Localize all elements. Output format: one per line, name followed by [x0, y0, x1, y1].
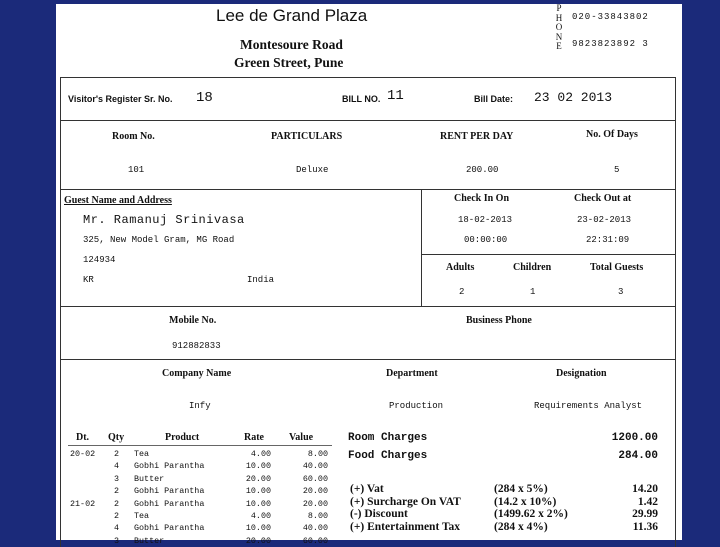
item-rate-cell: 4.00: [250, 511, 271, 521]
tax-calculation: (14.2 x 10%): [494, 495, 557, 508]
item-rate-cell: 10.00: [245, 461, 271, 472]
item-rate-cell: 10.00: [245, 486, 271, 497]
tax-calculation: (284 x 5%): [494, 483, 548, 495]
rent-per-day-header: RENT PER DAY: [440, 131, 514, 142]
item-value-cell: 40.00: [302, 461, 328, 472]
tax-label: (+) Entertainment Tax: [350, 520, 461, 533]
items-date-header: Dt.: [76, 432, 90, 443]
divider: [60, 306, 676, 307]
items-rate-header: Rate: [244, 432, 264, 443]
bill-date-label: Bill Date:: [474, 94, 514, 104]
children-value: 1: [530, 287, 536, 297]
mobile-header: Mobile No.: [169, 315, 217, 326]
check-out-date: 23-02-2013: [577, 215, 632, 225]
item-value-cell: 20.00: [302, 486, 328, 497]
item-qty-cell: 4: [114, 523, 120, 534]
item-value-cell: 60.00: [302, 535, 328, 546]
summary-charge-value: 284.00: [618, 450, 658, 462]
item-value-cell: 8.00: [307, 511, 328, 521]
item-qty-cell: 2: [114, 498, 120, 509]
item-product-cell: Gobhi Parantha: [134, 486, 205, 497]
divider: [421, 189, 422, 306]
tax-value: 14.20: [632, 483, 658, 495]
divider: [68, 445, 332, 446]
check-in-header: Check In On: [454, 193, 510, 204]
tax-calculation: (284 x 4%): [494, 520, 548, 533]
divider: [60, 359, 676, 360]
particulars-header: PARTICULARS: [271, 131, 343, 142]
tax-label: (+) Vat: [350, 483, 384, 495]
company-header: Company Name: [162, 368, 232, 379]
item-product-cell: Gobhi Parantha: [134, 461, 205, 472]
item-product-cell: Butter: [134, 473, 165, 484]
item-value-cell: 40.00: [302, 523, 328, 534]
room-no-header: Room No.: [112, 131, 155, 142]
particulars-value: Deluxe: [296, 165, 329, 175]
room-no-value: 101: [128, 165, 145, 175]
divider: [60, 120, 676, 121]
guest-label: Guest Name and Address: [64, 195, 172, 206]
bill-date-value: 23 02 2013: [534, 90, 613, 105]
total-guests-header: Total Guests: [590, 262, 644, 273]
guest-country: India: [247, 275, 275, 285]
guest-name: Mr. Ramanuj Srinivasa: [83, 213, 245, 227]
divider: [675, 77, 676, 547]
adults-header: Adults: [446, 262, 475, 273]
divider: [60, 189, 676, 190]
phone-letter: N: [555, 31, 563, 42]
phone-number-1: 020-33843802: [572, 12, 649, 22]
phone-letter: E: [556, 41, 562, 51]
mobile-value: 912882833: [172, 341, 221, 351]
hotel-address-line2: Green Street, Pune: [234, 55, 344, 70]
phone-letter: H: [555, 12, 563, 23]
item-value-cell: 60.00: [302, 473, 328, 484]
bill-no-value: 11: [387, 88, 404, 104]
business-phone-header: Business Phone: [466, 315, 532, 326]
item-dt-cell: 20-02: [70, 449, 96, 459]
check-in-time: 00:00:00: [464, 235, 508, 245]
company-value: Infy: [189, 401, 211, 411]
department-header: Department: [386, 368, 438, 379]
item-rate-cell: 4.00: [250, 449, 271, 459]
divider: [60, 77, 676, 78]
item-product-cell: Butter: [134, 535, 165, 546]
no-of-days-value: 5: [614, 165, 620, 175]
summary-charge-label: Food Charges: [348, 450, 428, 462]
phone-letter: O: [555, 22, 563, 32]
tax-value: 1.42: [637, 495, 658, 508]
item-qty-cell: 2: [114, 449, 120, 459]
summary-charge-label: Room Charges: [348, 432, 428, 444]
hotel-name: Lee de Grand Plaza: [216, 6, 368, 25]
guest-address-1: 325, New Model Gram, MG Road: [83, 235, 235, 245]
tax-value: 29.99: [632, 508, 658, 521]
guest-address-2: 124934: [83, 255, 116, 265]
designation-header: Designation: [556, 368, 607, 379]
rent-per-day-value: 200.00: [466, 165, 499, 175]
item-rate-cell: 10.00: [245, 498, 271, 509]
tax-value: 11.36: [632, 520, 658, 533]
visitor-register-label: Visitor's Register Sr. No.: [68, 94, 173, 104]
designation-value: Requirements Analyst: [534, 401, 643, 411]
item-value-cell: 20.00: [302, 498, 328, 509]
item-rate-cell: 20.00: [245, 473, 271, 484]
item-qty-cell: 2: [114, 486, 120, 497]
tax-label: (-) Discount: [350, 508, 408, 521]
item-qty-cell: 3: [114, 535, 120, 546]
phone-letter: P: [556, 3, 562, 13]
hotel-bill-document: [56, 3, 682, 546]
divider: [60, 77, 61, 547]
item-dt-cell: 21-02: [70, 498, 96, 509]
item-rate-cell: 20.00: [245, 535, 271, 546]
item-value-cell: 8.00: [307, 449, 328, 459]
item-product-cell: Tea: [134, 511, 150, 521]
tax-label: (+) Surcharge On VAT: [350, 495, 461, 508]
visitor-register-value: 18: [196, 90, 213, 106]
item-product-cell: Gobhi Parantha: [134, 523, 205, 534]
check-out-header: Check Out at: [574, 193, 632, 204]
total-guests-value: 3: [618, 287, 624, 297]
items-product-header: Product: [165, 432, 200, 443]
hotel-address-line1: Montesoure Road: [240, 37, 343, 52]
items-qty-header: Qty: [108, 432, 125, 443]
guest-address-3: KR: [83, 275, 94, 285]
phone-vertical-label: [555, 4, 563, 52]
bill-no-label: BILL NO.: [342, 94, 381, 104]
item-rate-cell: 10.00: [245, 523, 271, 534]
summary-charge-value: 1200.00: [611, 432, 658, 444]
check-out-time: 22:31:09: [586, 235, 630, 245]
no-of-days-header: No. Of Days: [586, 129, 638, 140]
phone-number-2: 9823823892 3: [572, 39, 649, 49]
item-qty-cell: 2: [114, 511, 120, 521]
item-qty-cell: 3: [114, 473, 120, 484]
divider: [421, 254, 676, 255]
adults-value: 2: [459, 287, 465, 297]
item-product-cell: Tea: [134, 449, 150, 459]
children-header: Children: [513, 262, 552, 273]
department-value: Production: [389, 401, 444, 411]
item-product-cell: Gobhi Parantha: [134, 498, 205, 509]
check-in-date: 18-02-2013: [458, 215, 513, 225]
item-qty-cell: 4: [114, 461, 120, 472]
items-value-header: Value: [289, 432, 314, 443]
tax-calculation: (1499.62 x 2%): [494, 508, 568, 521]
